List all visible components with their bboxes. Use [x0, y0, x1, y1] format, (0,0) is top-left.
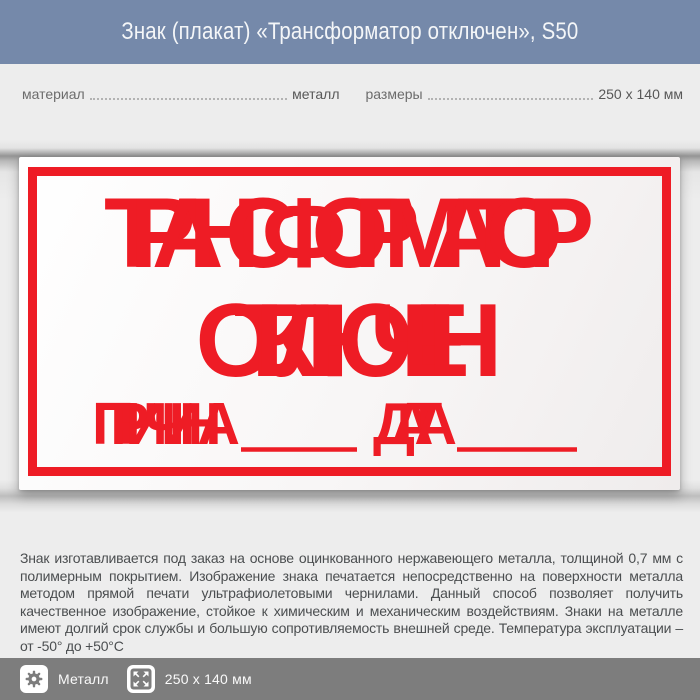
- size-label: размеры: [365, 86, 423, 102]
- gear-icon: [20, 665, 48, 693]
- page-title: Знак (плакат) «Трансформатор отключен», S50: [121, 18, 579, 45]
- specs-row: [22, 86, 683, 102]
- title-bar: [0, 0, 700, 64]
- material-value: металл: [292, 86, 340, 102]
- material-chip: [20, 665, 109, 693]
- expand-arrows-icon: [127, 665, 155, 693]
- sign-line1: ТРАНСФОРМАТОР: [104, 177, 594, 288]
- material-chip-label: Металл: [58, 671, 109, 687]
- product-description: Знак изготавливается под заказ на основе оцинкованного нержавеющего металла, толщиной 0,7 мм с полимерным покрытием. Изображение знака печатается непосредственно на поверхности металла методом прямой печати ультрафиолетовыми чернилами. Данный способ позволяет получить качественное изображение, стойкое к химическим и механическим воздействиям. Знаки на металле имеют долгий срок службы и большую сопротивляемость внешней среде. Температура эксплуатации – от -50° до +50°С: [20, 550, 683, 654]
- sign-reason-label: ПРИЧИНА: [92, 391, 240, 457]
- sign-date-label: ДАТА: [373, 391, 457, 457]
- size-chip-label: 250 х 140 мм: [164, 671, 252, 687]
- footer-bar: [0, 658, 700, 700]
- dotted-leader: [428, 86, 594, 100]
- dotted-leader: [90, 86, 287, 100]
- sign-line2: ОТКЛЮЧЕН: [195, 283, 503, 399]
- sign-plate: [19, 157, 680, 490]
- product-photo[interactable]: [0, 140, 700, 512]
- size-chip: [127, 665, 252, 693]
- size-value: 250 х 140 мм: [598, 86, 683, 102]
- spec-size: [366, 86, 684, 102]
- spec-material: [22, 86, 340, 102]
- material-label: материал: [22, 86, 85, 102]
